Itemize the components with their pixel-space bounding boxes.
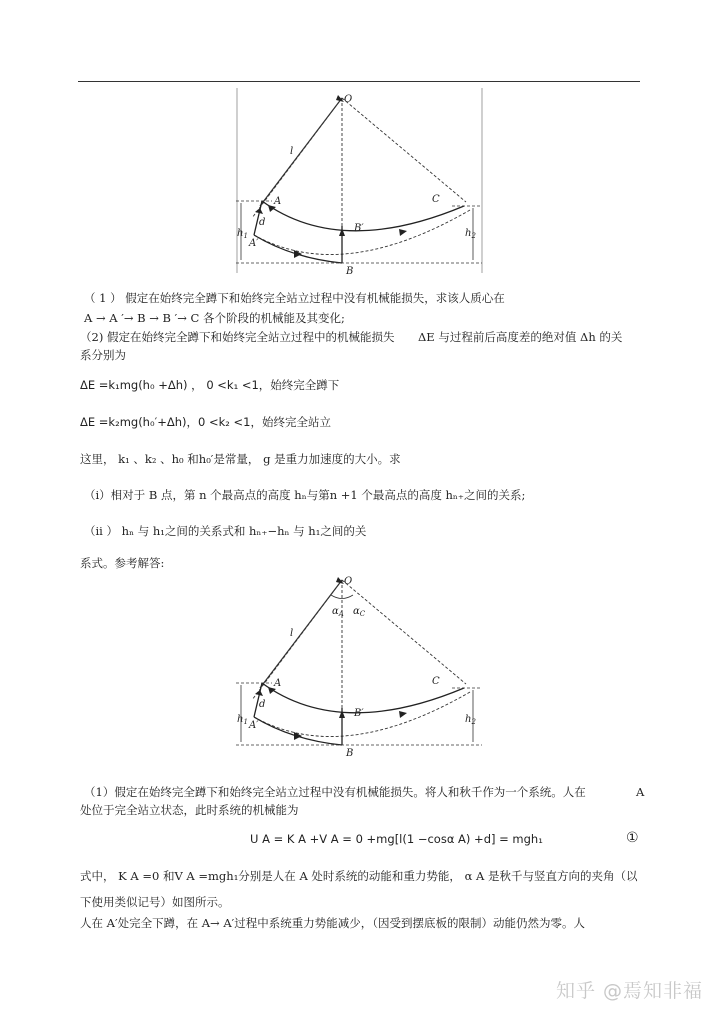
label-l: l	[290, 146, 294, 157]
equation-2: ΔE =k₂mg(h₀′+Δh)，0 <k₂ <1，始终完全站立	[80, 415, 331, 429]
q2-line1-left: （2) 假定在始终完全蹲下和始终完全站立过程中的机械能损失	[80, 330, 395, 344]
label-C: C	[432, 676, 440, 687]
label-h1: $h_1$	[237, 228, 248, 240]
answer-line5: 人在 A′处完全下蹲，在 A→ A′过程中系统重力势能减少，（因受到摆底板的限制）动能仍然为零。人	[80, 916, 585, 930]
label-C: C	[432, 194, 440, 205]
label-A: A	[274, 678, 282, 689]
label-l: l	[290, 628, 294, 639]
answer-line3: 式中， K A =0 和V A =mgh₁分别是人在 A 处时系统的动能和重力势能， α A 是秋千与竖直方向的夹角（以	[80, 869, 638, 883]
label-O: O	[344, 576, 353, 587]
q2-line1-right: ΔE 与过程前后高度差的绝对值 Δh 的关	[418, 330, 623, 344]
label-A-prime: A′	[249, 720, 259, 731]
label-d: d	[259, 217, 266, 228]
subquestion-ii: （ii ） hₙ 与 h₁之间的关系式和 hₙ₊−hₙ 与 h₁之间的关	[84, 524, 367, 538]
equation-1: ΔE =k₁mg(h₀ +Δh) ， 0 <k₁ <1，始终完全蹲下	[80, 378, 340, 392]
label-B-prime: B′	[354, 708, 364, 719]
answer-heading: 系式。参考解答:	[80, 556, 165, 570]
label-h2: $h_2$	[465, 714, 476, 726]
label-B-prime: B′	[354, 223, 364, 234]
label-alpha-C: $\alpha_C$	[353, 606, 366, 618]
header-rule	[78, 81, 640, 82]
answer-equation: U A = K A +V A = 0 +mg[l(1 −cosα A) +d] = mgh₁	[250, 832, 543, 846]
label-B: B	[346, 748, 354, 759]
zhihu-watermark: 知乎 @焉知非福	[556, 980, 704, 1002]
label-A-prime: A′	[249, 238, 259, 249]
constants-note: 这里， k₁ 、k₂ 、h₀ 和h₀′是常量， g 是重力加速度的大小。求	[80, 452, 401, 466]
answer-line1-left: （1）假定在始终完全蹲下和始终完全站立过程中没有机械能损失。将人和秋千作为一个系统。人在	[84, 785, 586, 799]
equation-number: ①	[626, 830, 639, 846]
label-O: O	[344, 94, 353, 105]
q1-line1: （ 1 ） 假定在始终完全蹲下和始终完全站立过程中没有机械能损失，求该人质心在	[84, 291, 505, 305]
label-d: d	[259, 699, 266, 710]
q1-line2: A → A ′→ B → B ′→ C 各个阶段的机械能及其变化;	[84, 311, 345, 325]
answer-line1-right: A	[636, 785, 645, 799]
label-alpha-A: $\alpha_A$	[332, 606, 344, 618]
pendulum-figure-2	[232, 570, 488, 760]
label-h1: $h_1$	[237, 714, 248, 726]
label-B: B	[346, 266, 354, 277]
pendulum-figure-1	[232, 88, 488, 278]
label-A: A	[274, 196, 282, 207]
answer-line2: 处位于完全站立状态，此时系统的机械能为	[80, 803, 299, 817]
answer-line4: 下使用类似记号）如图所示。	[80, 895, 230, 909]
q2-line2: 系分别为	[80, 348, 126, 362]
subquestion-i: （i）相对于 B 点，第 n 个最高点的高度 hₙ与第n +1 个最高点的高度 hₙ₊之间的关系;	[84, 488, 526, 502]
label-h2: $h_2$	[465, 228, 476, 240]
